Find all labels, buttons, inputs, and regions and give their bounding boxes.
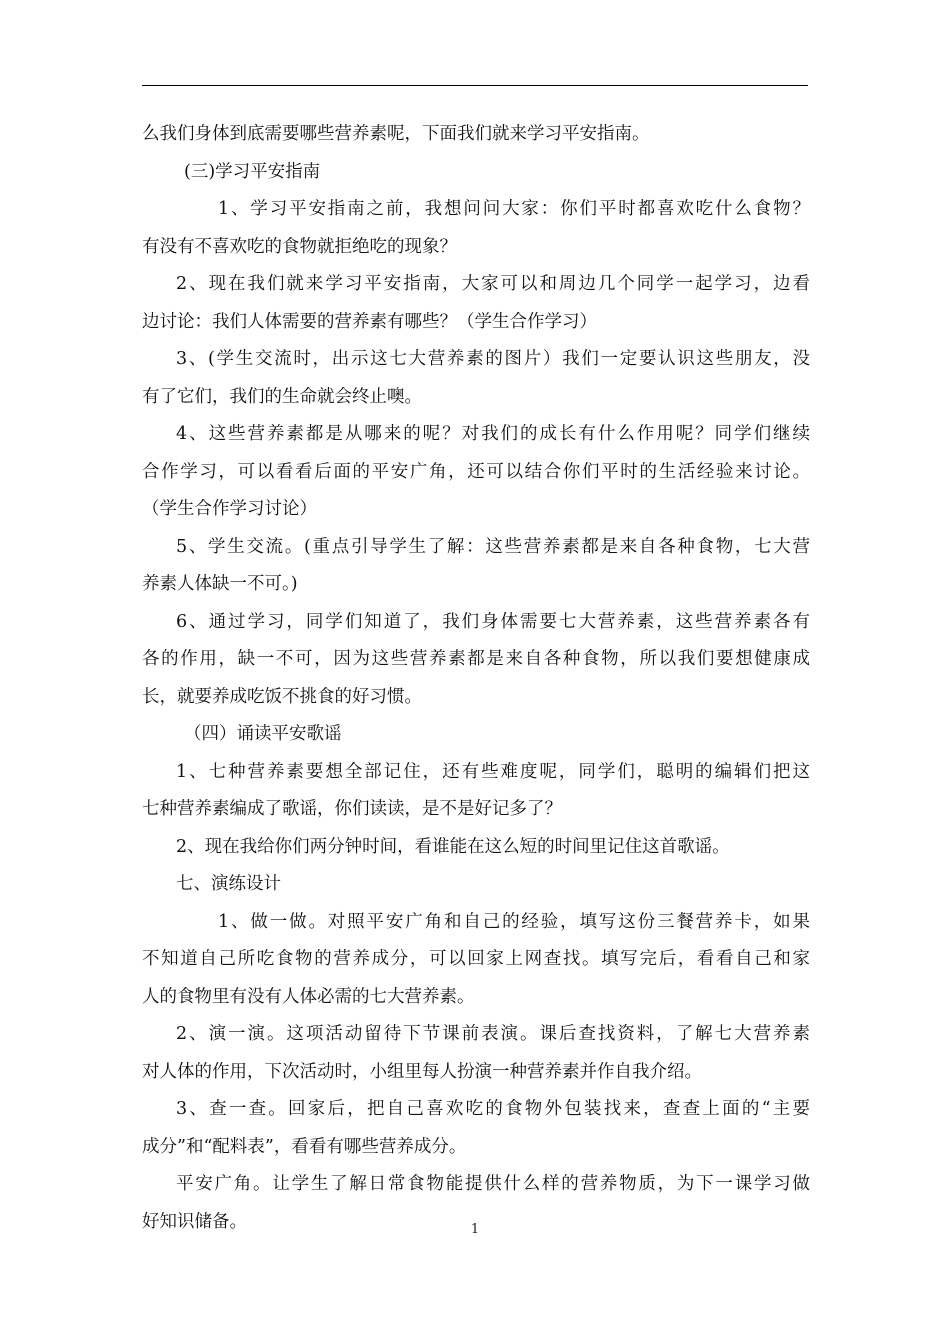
text-line: 3、(学生交流时，出示这七大营养素的图片）我们一定要认识这些朋友，没 xyxy=(176,349,810,369)
text-line: 有没有不喜欢吃的食物就拒绝吃的现象？ xyxy=(142,236,457,257)
section-heading: (三)学习平安指南 xyxy=(184,161,321,182)
text-line: 成分”和“配料表”，看看有哪些营养成分。 xyxy=(142,1136,467,1157)
text-line: 2、演一演。这项活动留待下节课前表演。课后查找资料，了解七大营养素 xyxy=(176,1024,810,1044)
text-line: （学生合作学习讨论） xyxy=(142,499,317,519)
text-line: 养素人体缺一不可。) xyxy=(142,574,298,594)
text-line: 不知道自己所吃食物的营养成分，可以回家上网查找。填写完后，看看自己和家 xyxy=(142,949,810,969)
header-rule xyxy=(142,85,808,86)
section-heading: （四）诵读平安歌谣 xyxy=(184,724,342,744)
text-line: 合作学习，可以看看后面的平安广角，还可以结合你们平时的生活经验来讨论。 xyxy=(142,461,810,482)
page-number: 1 xyxy=(470,1222,480,1237)
body-text xyxy=(142,116,810,1241)
text-line: 1、学习平安指南之前，我想问问大家：你们平时都喜欢吃什么食物？ xyxy=(218,199,810,219)
text-line: 3、查一查。回家后，把自己喜欢吃的食物外包装找来，查查上面的“主要 xyxy=(176,1099,810,1119)
text-line: 长，就要养成吃饭不挑食的好习惯。 xyxy=(142,686,422,707)
text-line: 么我们身体到底需要哪些营养素呢，下面我们就来学习平安指南。 xyxy=(142,124,650,144)
text-line: 平安广角。让学生了解日常食物能提供什么样的营养物质，为下一课学习做 xyxy=(176,1174,810,1194)
text-line: 4、这些营养素都是从哪来的呢？对我们的成长有什么作用呢？同学们继续 xyxy=(176,424,810,444)
text-line: 各的作用，缺一不可，因为这些营养素都是来自各种食物，所以我们要想健康成 xyxy=(142,649,810,669)
text-line: 1、做一做。对照平安广角和自己的经验，填写这份三餐营养卡，如果 xyxy=(218,911,810,932)
text-line: 边讨论：我们人体需要的营养素有哪些？（学生合作学习） xyxy=(142,311,597,332)
text-line: 5、学生交流。(重点引导学生了解：这些营养素都是来自各种食物，七大营 xyxy=(176,536,810,557)
text-line: 6、通过学习，同学们知道了，我们身体需要七大营养素，这些营养素各有 xyxy=(176,611,810,632)
text-line: 对人体的作用，下次活动时，小组里每人扮演一种营养素并作自我介绍。 xyxy=(142,1061,702,1082)
text-line: 人的食物里有没有人体必需的七大营养素。 xyxy=(142,986,475,1007)
text-line: 2、现在我给你们两分钟时间，看谁能在这么短的时间里记住这首歌谣。 xyxy=(176,836,730,857)
text-line: 七种营养素编成了歌谣，你们读读，是不是好记多了？ xyxy=(142,799,562,819)
text-line: 2、现在我们就来学习平安指南，大家可以和周边几个同学一起学习，边看 xyxy=(176,274,810,294)
text-line: 有了它们，我们的生命就会终止噢。 xyxy=(142,386,422,407)
text-line: 好知识储备。 xyxy=(142,1211,247,1232)
section-heading: 七、演练设计 xyxy=(176,874,281,894)
text-line: 1、七种营养素要想全部记住，还有些难度呢，同学们，聪明的编辑们把这 xyxy=(176,761,810,782)
